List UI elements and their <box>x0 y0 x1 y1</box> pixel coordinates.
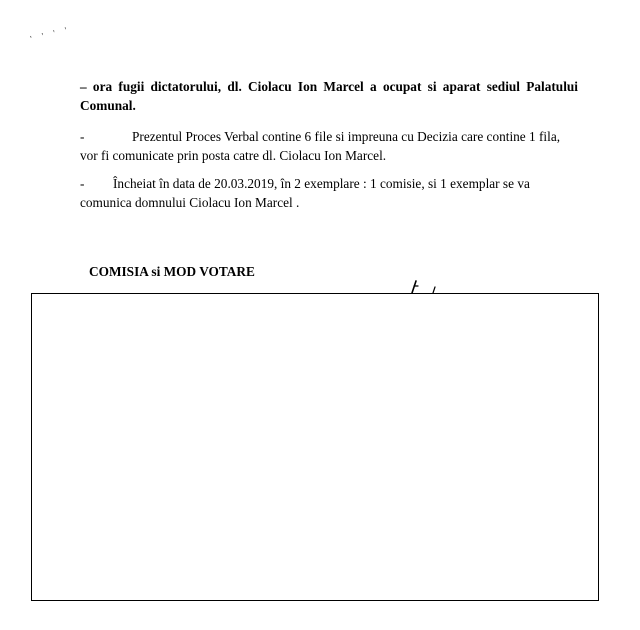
paragraph-file-count-text: Prezentul Proces Verbal contine 6 file si impreuna cu Decizia care contine 1 fila, vor fi comunicate prin posta catre dl. Ciolacu Ion Marcel. <box>80 129 561 163</box>
list-dash: - <box>80 176 85 191</box>
paragraph-concluded-text: Încheiat în data de 20.03.2019, în 2 exemplare : 1 comisie, si 1 exemplar se va comunica domnului Ciolacu Ion Marcel . <box>80 176 530 210</box>
paragraph-concluded <box>80 174 578 212</box>
committee-heading: COMISIA si MOD VOTARE <box>89 264 255 279</box>
redacted-signature-box <box>31 293 599 601</box>
scan-artifact-marks: ' ' ' ' <box>29 24 72 44</box>
list-dash: - <box>80 129 85 144</box>
paragraph-occupation: – ora fugii dictatorului, dl. Ciolacu Ion Marcel a ocupat si aparat sediul Palatului Comunal. <box>80 79 578 113</box>
paragraph-file-count <box>80 127 578 165</box>
